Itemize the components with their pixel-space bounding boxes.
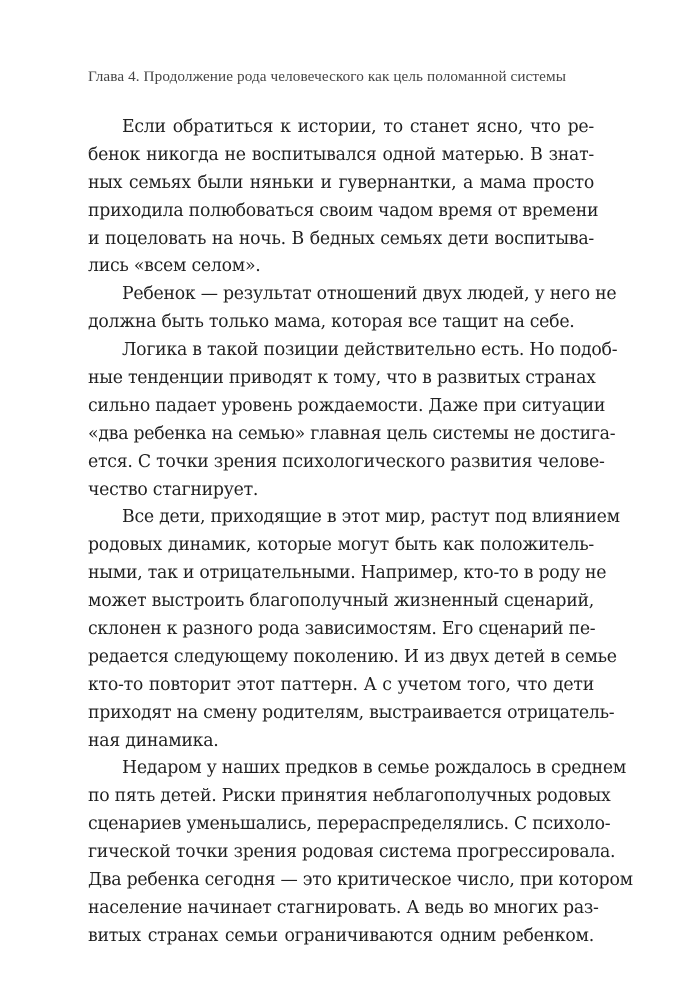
text-line: население начинает стагнировать. А ведь во многих раз- (88, 897, 599, 918)
text-line: редается следующему поколению. И из двух детей в семье (88, 646, 617, 667)
text-line: чество стагнирует. (88, 479, 259, 500)
text-line: витых странах семьи ограничиваются одним ребенком. (88, 925, 594, 946)
text-line: кто-то повторит этот паттерн. А с учетом того, что дети (88, 674, 594, 695)
text-line: Ребенок — результат отношений двух людей, у него не (122, 284, 617, 305)
body-text (88, 114, 633, 951)
text-line: «два ребенка на семью» главная цель системы не достига- (88, 423, 616, 444)
text-line: Два ребенка сегодня — это критическое число, при котором (88, 870, 633, 891)
text-line: по пять детей. Риски принятия неблагополучных родовых (88, 786, 611, 807)
text-line: склонен к разного рода зависимостям. Его сценарий пе- (88, 619, 596, 640)
text-line: приходила полюбоваться своим чадом время от времени (88, 200, 599, 221)
text-line: гической точки зрения родовая система прогрессировала. (88, 842, 616, 863)
text-line: ные тенденции приводят к тому, что в развитых странах (88, 368, 596, 389)
text-line: ная динамика. (88, 730, 219, 751)
text-line: ными, так и отрицательными. Например, кто-то в роду не (88, 563, 607, 584)
text-line: приходят на смену родителям, выстраивается отрицатель- (88, 702, 615, 723)
text-line: должна быть только мама, которая все тащит на себе. (88, 312, 575, 333)
text-line: ных семьях были няньки и гувернантки, а мама просто (88, 172, 594, 193)
text-line: и поцеловать на ночь. В бедных семьях дети воспитыва- (88, 228, 594, 249)
text-line: Все дети, приходящие в этот мир, растут под влиянием (122, 507, 620, 528)
text-line: лись «всем селом». (88, 256, 261, 277)
text-line: ется. С точки зрения психологического развития челове- (88, 451, 605, 472)
text-line: родовых динамик, которые могут быть как положитель- (88, 535, 594, 556)
text-line: может выстроить благополучный жизненный сценарий, (88, 591, 594, 612)
text-line: Логика в такой позиции действительно есть. Но подоб- (122, 340, 618, 361)
text-line: Недаром у наших предков в семье рождалось в среднем (122, 758, 627, 779)
text-line: сильно падает уровень рождаемости. Даже при ситуации (88, 395, 606, 416)
text-line: бенок никогда не воспитывался одной матерью. В знат- (88, 144, 594, 165)
text-line: сценариев уменьшались, перераспределялись. С психоло- (88, 814, 611, 835)
text-line: Если обратиться к истории, то станет ясно, что ре- (122, 117, 594, 137)
chapter-header: Глава 4. Продолжение рода человеческого как цель поломанной системы (88, 68, 567, 85)
